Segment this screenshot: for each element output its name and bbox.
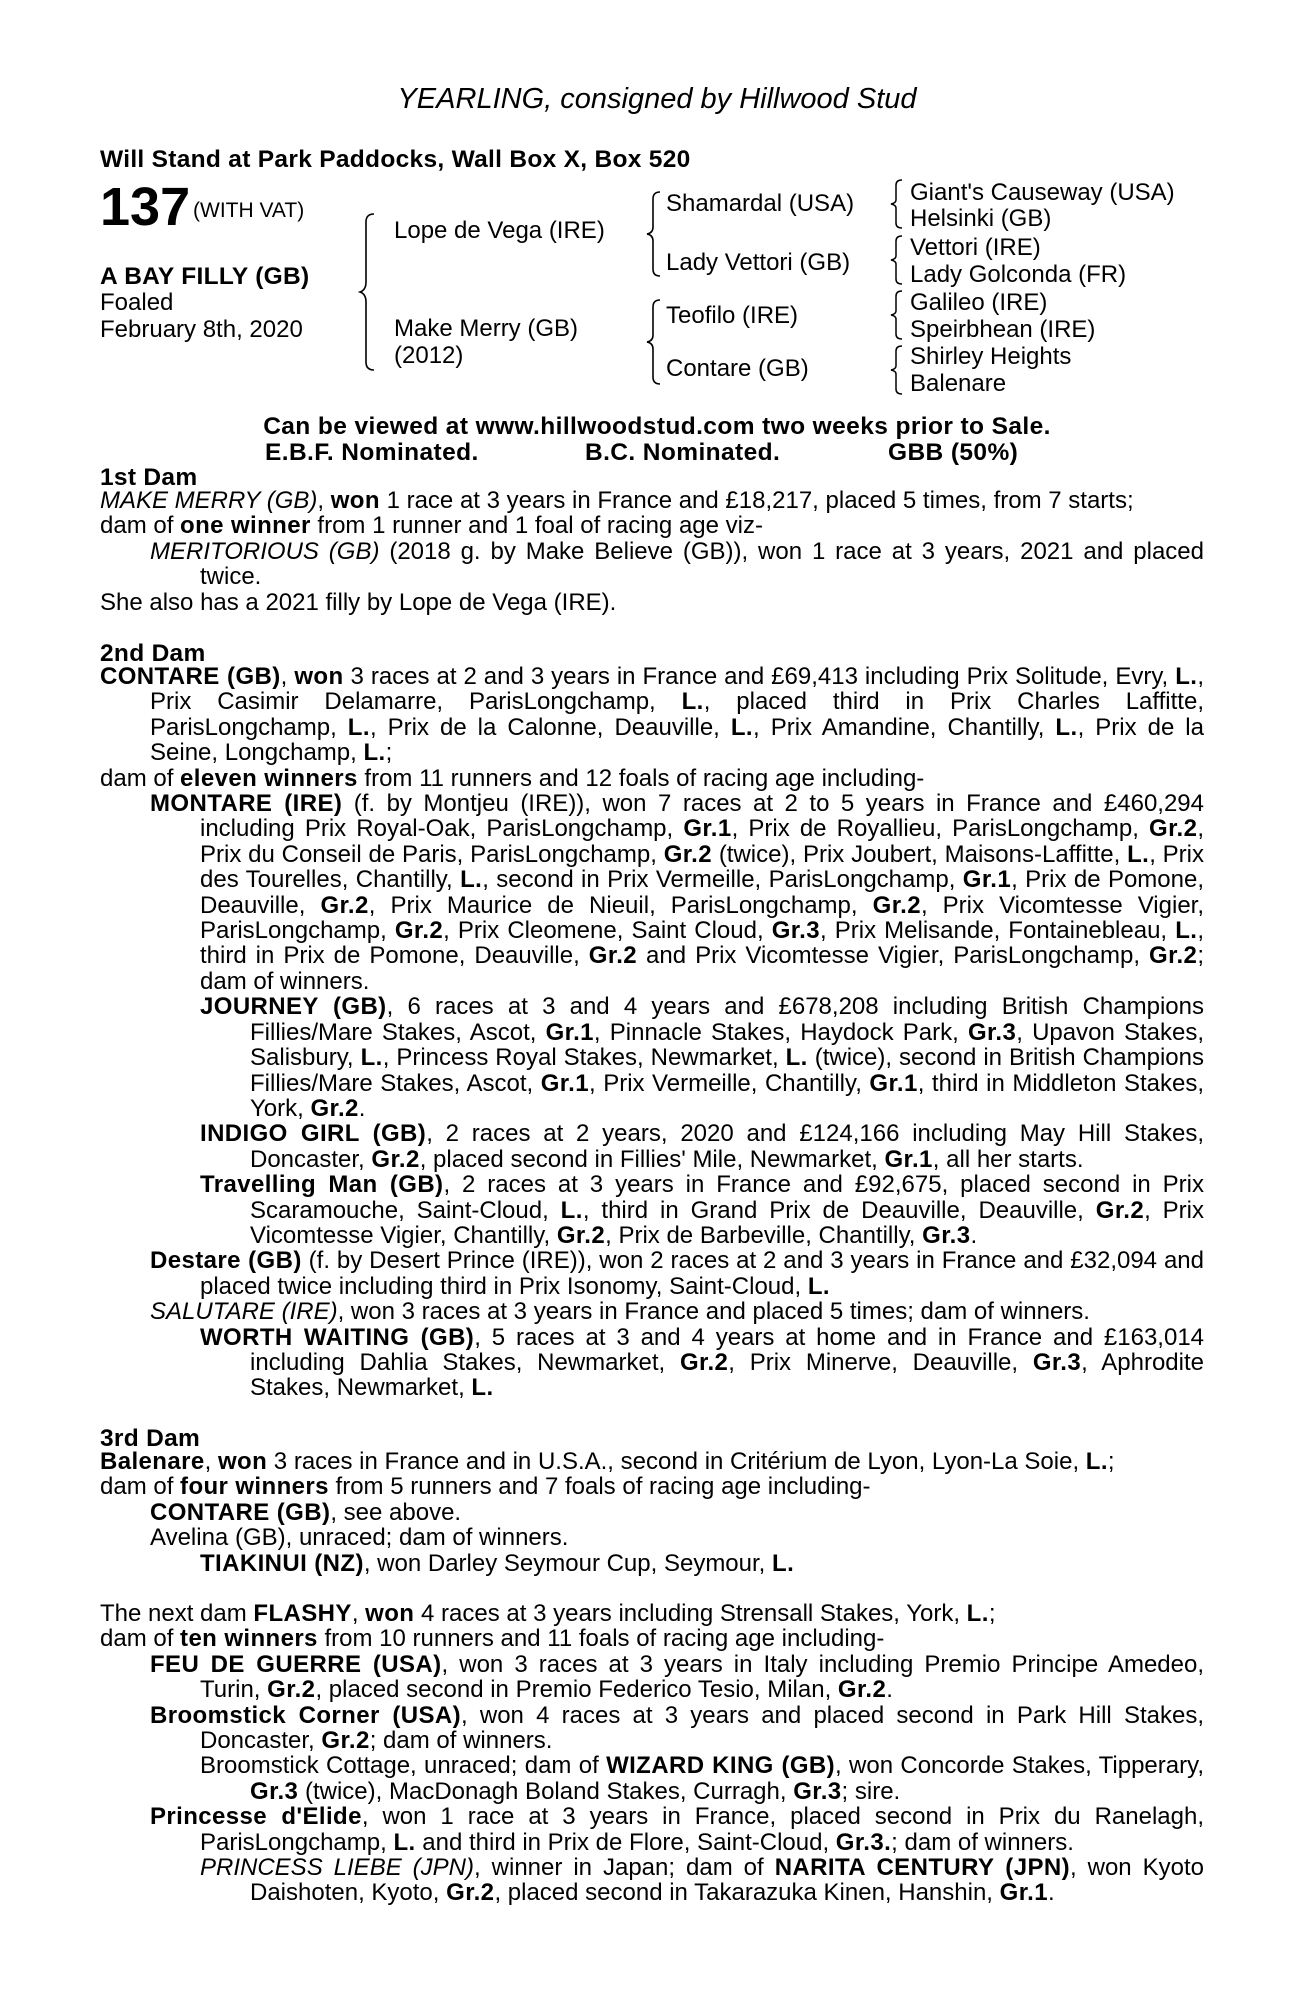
- pedigree-ggp-5: Galileo (IRE): [910, 289, 1048, 316]
- first-dam-produce-pre: dam of: [100, 512, 181, 540]
- first-dam-race-text: 1 race at 3 years in France and £18,217, placed 5 times, from 7 starts;: [379, 487, 1134, 514]
- pedigree-brace-ggp-4: [888, 344, 906, 396]
- produce-princesse-delide: Princesse d'Elide, won 1 race at 3 years in France, placed second in Prix du Ranelagh, ParisLongchamp, L. and third in Prix de Flore, Saint-Cloud, Gr.3.; dam of winners.: [150, 1803, 1204, 1856]
- next-dam-record: [100, 1601, 1204, 1906]
- pedigree-dam-year: (2012): [394, 342, 464, 369]
- produce-broomstick-corner: Broomstick Corner (USA), won 4 races at 3 years and placed second in Park Hill Stakes, Doncaster, Gr.2; dam of winners.: [150, 1701, 1204, 1755]
- vat-note: (WITH VAT): [193, 199, 305, 222]
- third-dam-produce-summary: dam of four winners from 5 runners and 7 foals of racing age including-: [100, 1473, 871, 1501]
- second-dam-record: [100, 664, 1204, 1401]
- pedigree-dam-sire: Teofilo (IRE): [666, 302, 799, 329]
- horse-description: A BAY FILLY (GB): [100, 263, 310, 290]
- pedigree-brace-ggp-3: [888, 289, 906, 341]
- pedigree-ggp-7: Shirley Heights: [910, 343, 1072, 370]
- first-dam-also-note: She also has a 2021 filly by Lope de Vega (IRE).: [100, 588, 617, 616]
- second-dam-heading: 2nd Dam: [100, 640, 206, 667]
- third-dam-heading: 3rd Dam: [100, 1425, 201, 1452]
- pedigree-ggp-4: Lady Golconda (FR): [910, 261, 1127, 288]
- produce-meritorious: MERITORIOUS (GB): [150, 537, 380, 565]
- produce-feu-de-guerre: FEU DE GUERRE (USA), won 3 races at 3 years in Italy including Premio Principe Amedeo, Turin, Gr.2, placed second in Premio Federico Tesio, Milan, Gr.2.: [150, 1650, 1205, 1704]
- bc-nomination: B.C. Nominated.: [585, 439, 781, 466]
- produce-tiakinui: TIAKINUI (NZ), won Darley Seymour Cup, Seymour, L.: [200, 1549, 795, 1577]
- produce-contare-ref: CONTARE (GB), see above.: [150, 1498, 462, 1526]
- pedigree-ggp-6: Speirbhean (IRE): [910, 316, 1096, 343]
- produce-worth-waiting: WORTH WAITING (GB), 5 races at 3 and 4 years at home and in France and £163,014 including Dahlia Stakes, Newmarket, Gr.2, Prix Minerve, Deauville, Gr.3, Aphrodite Stakes, Newmarket, L.: [200, 1323, 1205, 1402]
- viewing-note: Can be viewed at www.hillwoodstud.com two weeks prior to Sale.: [263, 413, 1051, 440]
- pedigree-brace-main: [358, 212, 380, 372]
- produce-montare: MONTARE (IRE) (f. by Montjeu (IRE)), won 7 races at 2 to 5 years in France and £460,294 including Prix Royal-Oak, ParisLongchamp, Gr.1, Prix de Royallieu, ParisLongchamp, Gr.2, Prix du Conseil de Paris, ParisLongchamp, Gr.2 (twice), Prix Joubert, Maisons-Laffitte, L., Prix des Tourelles, Chantilly, L., second in Prix Vermeille, ParisLongchamp, Gr.1, Prix de Pomone, Deauville, Gr.2, Prix Maurice de Nieuil, ParisLongchamp, Gr.2, Prix Vicomtesse Vigier, ParisLongchamp, Gr.2, Prix Cleomene, Saint Cloud, Gr.3, Prix Melisande, Fontainebleau, L., third in Prix de Pomone, Deauville, Gr.2 and Prix Vicomtesse Vigier, ParisLongchamp, Gr.2; dam of winners.: [150, 790, 1205, 995]
- produce-journey: JOURNEY (GB), 6 races at 3 and 4 years and £678,208 including British Champions Fillies/Mare Stakes, Ascot, Gr.1, Pinnacle Stakes, Haydock Park, Gr.3, Upavon Stakes, Salisbury, L., Princess Royal Stakes, Newmarket, L. (twice), second in British Champions Fillies/Mare Stakes, Ascot, Gr.1, Prix Vermeille, Chantilly, Gr.1, third in Middleton Stakes, York, Gr.2.: [200, 993, 1205, 1122]
- pedigree-sire-sire: Shamardal (USA): [666, 190, 855, 217]
- pedigree-brace-sire: [645, 190, 665, 278]
- pedigree-dam-dam: Contare (GB): [666, 355, 809, 382]
- stand-location: Will Stand at Park Paddocks, Wall Box X, Box 520: [100, 146, 691, 173]
- foaled-label: Foaled: [100, 289, 174, 316]
- pedigree-ggp-8: Balenare: [910, 370, 1007, 397]
- pedigree-dam: Make Merry (GB): [394, 315, 579, 342]
- first-dam-race-record: MAKE MERRY (GB), won 1 race at 3 years in France and £18,217, placed 5 times, from 7 starts;: [100, 487, 1134, 514]
- gbb-note: GBB (50%): [888, 439, 1019, 466]
- pedigree-brace-dam: [645, 298, 665, 386]
- first-dam-heading: 1st Dam: [100, 464, 198, 491]
- first-dam-record: [100, 488, 1204, 615]
- third-dam-record: [100, 1449, 1204, 1576]
- produce-avelina: Avelina (GB), unraced; dam of winners.: [150, 1524, 569, 1552]
- produce-salutare: SALUTARE (IRE), won 3 races at 3 years in France and placed 5 times; dam of winners.: [150, 1298, 1090, 1326]
- pedigree-brace-ggp-1: [888, 178, 906, 230]
- second-dam-produce-summary: dam of eleven winners from 11 runners and 12 foals of racing age including-: [100, 764, 925, 792]
- next-dam-race-record: The next dam FLASHY, won 4 races at 3 years including Strensall Stakes, York, L.;: [100, 1600, 996, 1627]
- produce-broomstick-cottage: Broomstick Cottage, unraced; dam of WIZARD KING (GB), won Concorde Stakes, Tipperary, Gr.3 (twice), MacDonagh Boland Stakes, Curragh, Gr.3; sire.: [200, 1752, 1205, 1805]
- produce-indigo-girl: INDIGO GIRL (GB), 2 races at 2 years, 2020 and £124,166 including May Hill Stakes, Doncaster, Gr.2, placed second in Fillies' Mile, Newmarket, Gr.1, all her starts.: [200, 1120, 1204, 1173]
- foaled-date: February 8th, 2020: [100, 316, 303, 343]
- first-dam-produce-entry: [100, 539, 1204, 590]
- pedigree-ggp-2: Helsinki (GB): [910, 205, 1052, 232]
- ebf-nomination: E.B.F. Nominated.: [265, 439, 479, 466]
- produce-meritorious-text: (2018 g. by Make Believe (GB)), won 1 race at 3 years, 2021 and placed twice.: [200, 537, 1204, 591]
- produce-travelling-man: Travelling Man (GB), 2 races at 3 years in France and £92,675, placed second in Prix Scaramouche, Saint-Cloud, L., third in Grand Prix de Deauville, Deauville, Gr.2, Prix Vicomtesse Vigier, Chantilly, Gr.2, Prix de Barbeville, Chantilly, Gr.3.: [200, 1171, 1205, 1249]
- next-dam-produce-summary: dam of ten winners from 10 runners and 11 foals of racing age including-: [100, 1625, 885, 1653]
- pedigree-ggp-1: Giant's Causeway (USA): [910, 179, 1175, 206]
- third-dam-race-record: Balenare, won 3 races in France and in U.S.A., second in Critérium de Lyon, Lyon-La Soie, L.;: [100, 1448, 1115, 1475]
- first-dam-produce-summary: [100, 513, 1204, 538]
- consignor-title: YEARLING, consigned by Hillwood Stud: [397, 83, 917, 115]
- first-dam-won: won: [330, 487, 380, 514]
- pedigree-sire-dam: Lady Vettori (GB): [666, 249, 851, 276]
- pedigree-brace-ggp-2: [888, 234, 906, 286]
- pedigree-sire: Lope de Vega (IRE): [394, 217, 605, 244]
- first-dam-produce-bold: one winner: [180, 512, 311, 540]
- produce-princess-liebe: PRINCESS LIEBE (JPN), winner in Japan; dam of NARITA CENTURY (JPN), won Kyoto Daishoten, Kyoto, Gr.2, placed second in Takarazuka Kinen, Hanshin, Gr.1.: [200, 1854, 1205, 1907]
- foaled-info: [100, 289, 303, 343]
- first-dam-name: MAKE MERRY (GB): [100, 487, 318, 514]
- pedigree-ggp-3: Vettori (IRE): [910, 234, 1041, 261]
- first-dam-produce-rest: from 1 runner and 1 foal of racing age viz-: [310, 512, 763, 540]
- second-dam-race-record: CONTARE (GB), won 3 races at 2 and 3 years in France and £69,413 including Prix Solitude, Evry, L., Prix Casimir Delamarre, ParisLongchamp, L., placed third in Prix Charles Laffitte, ParisLongchamp, L., Prix de la Calonne, Deauville, L., Prix Amandine, Chantilly, L., Prix de la Seine, Longchamp, L.;: [100, 663, 1205, 767]
- lot-number: 137: [100, 177, 191, 237]
- produce-destare: Destare (GB) (f. by Desert Prince (IRE)), won 2 races at 2 and 3 years in France and £32,094 and placed twice including third in Prix Isonomy, Saint-Cloud, L.: [150, 1247, 1204, 1300]
